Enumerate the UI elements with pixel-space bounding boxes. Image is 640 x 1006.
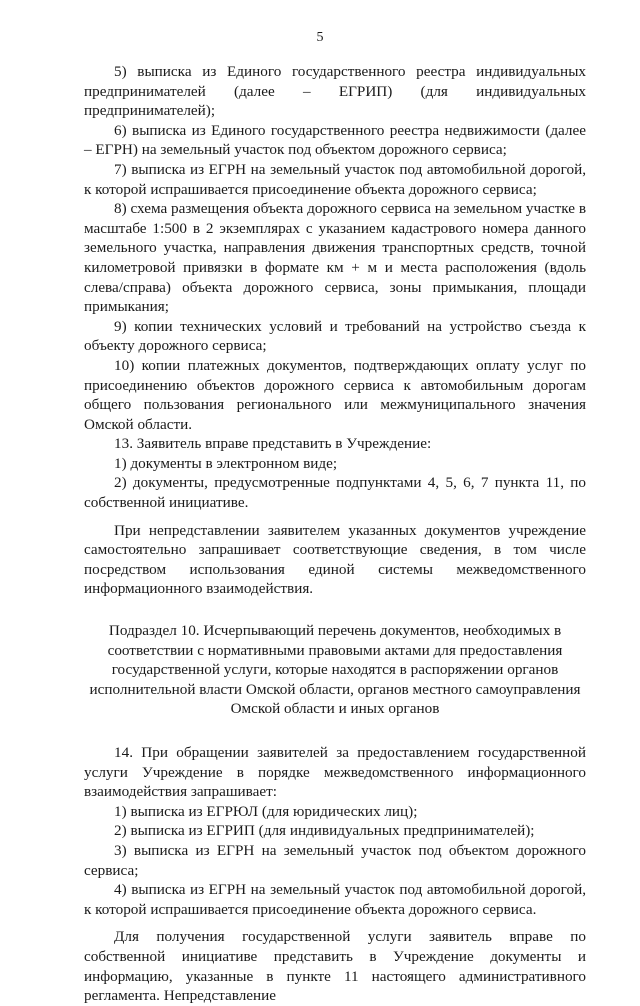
paragraph: 6) выписка из Единого государственного реестра недвижимости (далее – ЕГРН) на земельный участок под объектом дорожного сервиса; (84, 121, 586, 159)
paragraph: При непредставлении заявителем указанных документов учреждение самостоятельно запрашивает соответствующие сведения, в том числе посредством использования единой системы межведомственного информационного взаимодействия. (84, 521, 586, 598)
paragraph: 9) копии технических условий и требований на устройство съезда к объекту дорожного сервиса; (84, 317, 586, 355)
paragraph: 13. Заявитель вправе представить в Учреждение: (114, 435, 432, 453)
document-body (84, 62, 586, 1006)
paragraph: Для получения государственной услуги заявитель вправе по собственной инициативе представить в Учреждение документы и информацию, указанные в пункте 11 настоящего административного регламента. Непредставление (84, 928, 586, 1005)
paragraph: 1) выписка из ЕГРЮЛ (для юридических лиц); (114, 802, 418, 820)
paragraph: 2) документы, предусмотренные подпунктами 4, 5, 6, 7 пункта 11, по собственной инициативе. (84, 474, 586, 512)
paragraph: 2) выписка из ЕГРИП (для индивидуальных предпринимателей); (114, 822, 535, 840)
paragraph: 7) выписка из ЕГРН на земельный участок под автомобильной дорогой, к которой испрашивается присоединение объекта дорожного сервиса; (84, 160, 586, 198)
paragraph: 3) выписка из ЕГРН на земельный участок под объектом дорожного сервиса; (84, 841, 586, 879)
paragraph: 1) документы в электронном виде; (114, 454, 338, 472)
paragraph: 10) копии платежных документов, подтверждающих оплату услуг по присоединению объектов дорожного сервиса к автомобильным дорогам общего пользования регионального или межмуниципального значения Омской области. (84, 356, 586, 433)
paragraph: 5) выписка из Единого государственного реестра индивидуальных предпринимателей (далее – ЕГРИП) (для индивидуальных предпринимателей); (84, 63, 586, 120)
section-heading-text: Подраздел 10. Исчерпывающий перечень документов, необходимых в соответствии с нормативными правовыми актами для предоставления государственной услуги, которые находятся в распоряжении органов исполнительной власти Омской области, органов местного самоуправления Омской области и иных органов (89, 622, 581, 718)
paragraph: 14. При обращении заявителей за предоставлением государственной услуги Учреждение в порядке межведомственного информационного взаимодействия запрашивает: (84, 744, 586, 801)
paragraph: 8) схема размещения объекта дорожного сервиса на земельном участке в масштабе 1:500 в 2 экземплярах с указанием кадастрового номера данного земельного участка, направления движения транспортных средств, точной километровой привязки в формате км + м и места расположения (вдоль слева/справа) объекта дорожного сервиса, зоны примыкания, площади примыкания; (84, 200, 586, 316)
paragraph: 4) выписка из ЕГРН на земельный участок под автомобильной дорогой, к которой испрашивается присоединение объекта дорожного сервиса. (84, 881, 586, 918)
section-heading (84, 621, 586, 719)
page-number: 5 (316, 30, 324, 45)
